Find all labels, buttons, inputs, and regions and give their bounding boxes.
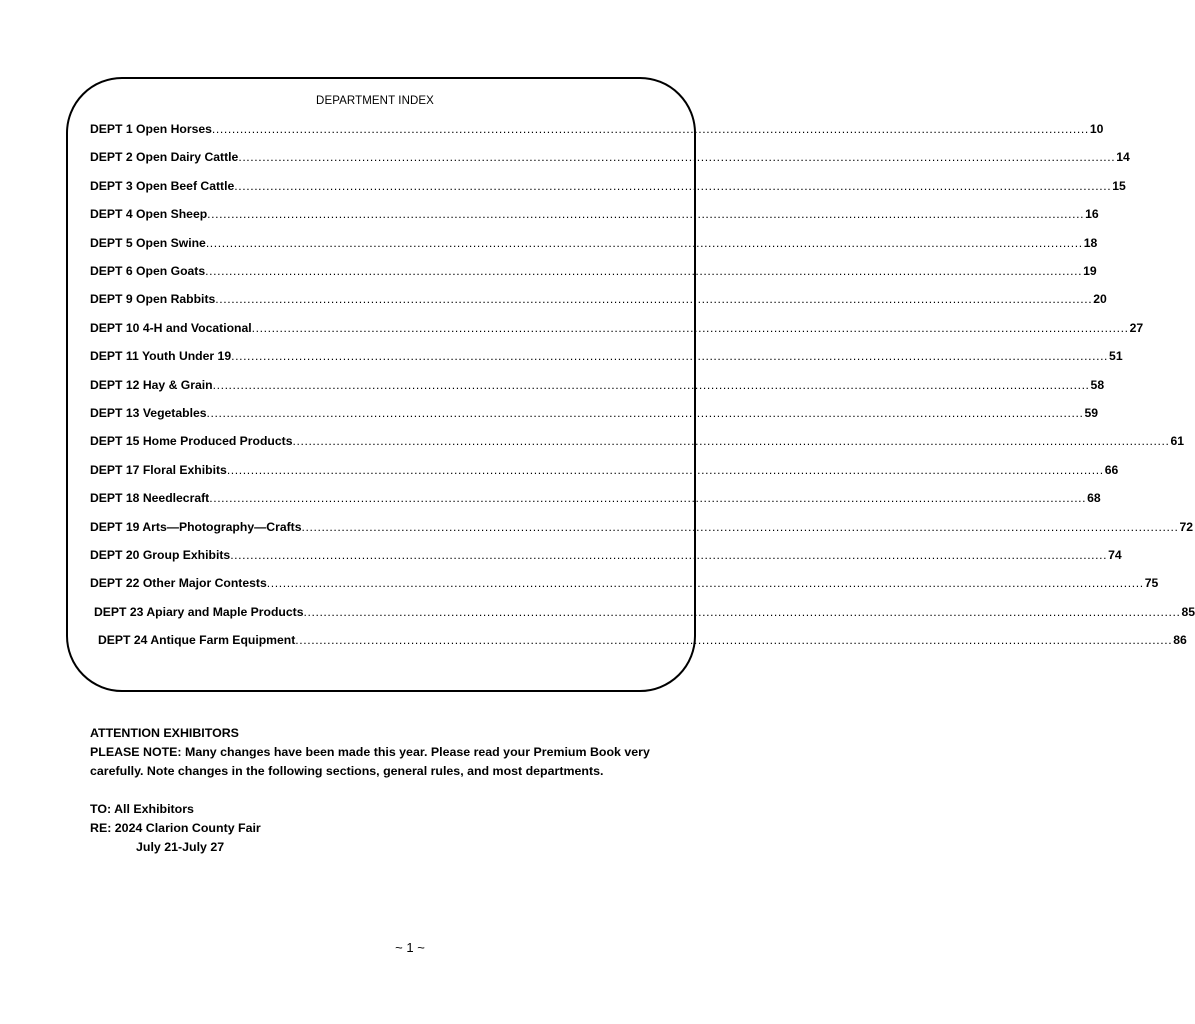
index-entry	[90, 576, 1159, 594]
index-entry-leader: ............................................................................................................................................................................................................................	[215, 292, 1093, 307]
index-entry-leader: ............................................................................................................................................................................................................................	[207, 207, 1085, 222]
index-entry-page: 51	[1109, 349, 1123, 364]
index-entry-leader: ............................................................................................................................................................................................................................	[226, 462, 1104, 477]
index-entry-page: 68	[1087, 491, 1101, 506]
index-entry-page: 72	[1179, 519, 1194, 534]
index-entry-label: DEPT 1 Open Horses	[90, 122, 212, 136]
index-entry-leader: ............................................................................................................................................................................................................................	[205, 264, 1083, 278]
index-entry-leader: ............................................................................................................................................................................................................................	[295, 633, 1173, 648]
index-entry	[90, 150, 1130, 168]
index-entry-label: DEPT 23 Apiary and Maple Products	[94, 604, 304, 619]
memo-to: TO: All Exhibitors	[90, 802, 194, 816]
index-entry	[90, 349, 1123, 367]
index-entry-label: DEPT 17 Floral Exhibits	[90, 462, 227, 477]
index-entry-page: 15	[1112, 178, 1126, 193]
index-entry	[90, 292, 1107, 310]
index-entry-label: DEPT 2 Open Dairy Cattle	[90, 150, 239, 165]
index-entry-leader: ............................................................................................................................................................................................................................	[292, 434, 1170, 449]
index-entry-leader: ............................................................................................................................................................................................................................	[231, 349, 1109, 364]
index-entry	[90, 548, 1122, 566]
index-entry-leader: ............................................................................................................................................................................................................................	[206, 406, 1084, 420]
index-entry	[90, 377, 1105, 396]
index-entry-page: 74	[1108, 548, 1122, 562]
index-entry-label: DEPT 22 Other Major Contests	[90, 576, 267, 591]
index-entry-page: 20	[1093, 292, 1107, 307]
index-entry-label: DEPT 24 Antique Farm Equipment	[98, 633, 296, 648]
index-entry-label: DEPT 6 Open Goats	[90, 264, 206, 278]
index-entry-leader: ............................................................................................................................................................................................................................	[238, 150, 1116, 165]
memo-header	[90, 800, 261, 857]
attention-notice	[90, 724, 690, 781]
notice-heading: ATTENTION EXHIBITORS	[90, 726, 239, 740]
index-entry-page: 18	[1083, 235, 1098, 250]
index-entry-page: 10	[1089, 122, 1104, 136]
index-entry-page: 75	[1144, 576, 1159, 591]
index-entry	[90, 122, 1104, 140]
index-entry	[90, 406, 1099, 424]
index-entry-label: DEPT 10 4-H and Vocational	[90, 320, 252, 335]
index-entry	[90, 264, 1097, 282]
index-entry	[94, 604, 1195, 623]
index-entry-page: 61	[1170, 434, 1184, 449]
index-entry	[90, 519, 1194, 538]
index-entry-label: DEPT 12 Hay & Grain	[90, 377, 213, 392]
index-entry-leader: ............................................................................................................................................................................................................................	[251, 320, 1129, 335]
index-entry-leader: ............................................................................................................................................................................................................................	[303, 604, 1181, 619]
index-entry	[90, 178, 1126, 197]
index-entry-label: DEPT 13 Vegetables	[90, 406, 207, 420]
index-title: DEPARTMENT INDEX	[316, 95, 434, 107]
index-entry	[90, 434, 1184, 452]
index-entry-page: 14	[1116, 150, 1130, 165]
index-entry-leader: ............................................................................................................................................................................................................................	[205, 235, 1083, 250]
index-entry-page: 66	[1104, 462, 1119, 477]
index-entry-label: DEPT 18 Needlecraft	[90, 491, 210, 506]
index-entry-page: 59	[1084, 406, 1099, 420]
index-entry-page: 19	[1083, 264, 1097, 278]
index-entry-leader: ............................................................................................................................................................................................................................	[266, 576, 1144, 591]
index-entry-label: DEPT 5 Open Swine	[90, 235, 206, 250]
notice-body: PLEASE NOTE: Many changes have been made this year. Please read your Premium Book very carefully. Note changes in the following sections, general rules, and most departments.	[90, 745, 650, 778]
index-entry-label: DEPT 15 Home Produced Products	[90, 434, 293, 449]
index-entry-leader: ............................................................................................................................................................................................................................	[212, 377, 1090, 392]
index-entry-page: 27	[1129, 320, 1144, 335]
index-entry	[90, 235, 1098, 254]
page-number: ~ 1 ~	[395, 940, 425, 955]
index-entry-label: DEPT 20 Group Exhibits	[90, 548, 231, 562]
index-entry-page: 16	[1085, 207, 1099, 222]
index-entry	[90, 491, 1101, 509]
index-entry-label: DEPT 4 Open Sheep	[90, 207, 208, 222]
index-entry-leader: ............................................................................................................................................................................................................................	[211, 122, 1089, 136]
memo-dates: July 21-July 27	[136, 840, 225, 854]
index-entry-label: DEPT 19 Arts—Photography—Crafts	[90, 519, 302, 534]
index-entry	[98, 633, 1187, 651]
index-entry-page: 58	[1090, 377, 1105, 392]
index-entry	[90, 207, 1099, 225]
index-entry-label: DEPT 3 Open Beef Cattle	[90, 178, 235, 193]
index-entry-leader: ............................................................................................................................................................................................................................	[301, 519, 1179, 534]
memo-re: RE: 2024 Clarion County Fair	[90, 821, 261, 835]
index-entry	[90, 462, 1119, 481]
index-entry-leader: ............................................................................................................................................................................................................................	[209, 491, 1087, 506]
index-entry-leader: ............................................................................................................................................................................................................................	[234, 178, 1112, 193]
index-entry-page: 85	[1181, 604, 1195, 619]
index-entry-label: DEPT 9 Open Rabbits	[90, 292, 216, 307]
index-entry-leader: ............................................................................................................................................................................................................................	[230, 548, 1108, 562]
index-entry-page: 86	[1173, 633, 1187, 648]
index-entry	[90, 320, 1144, 339]
index-entry-label: DEPT 11 Youth Under 19	[90, 349, 232, 364]
